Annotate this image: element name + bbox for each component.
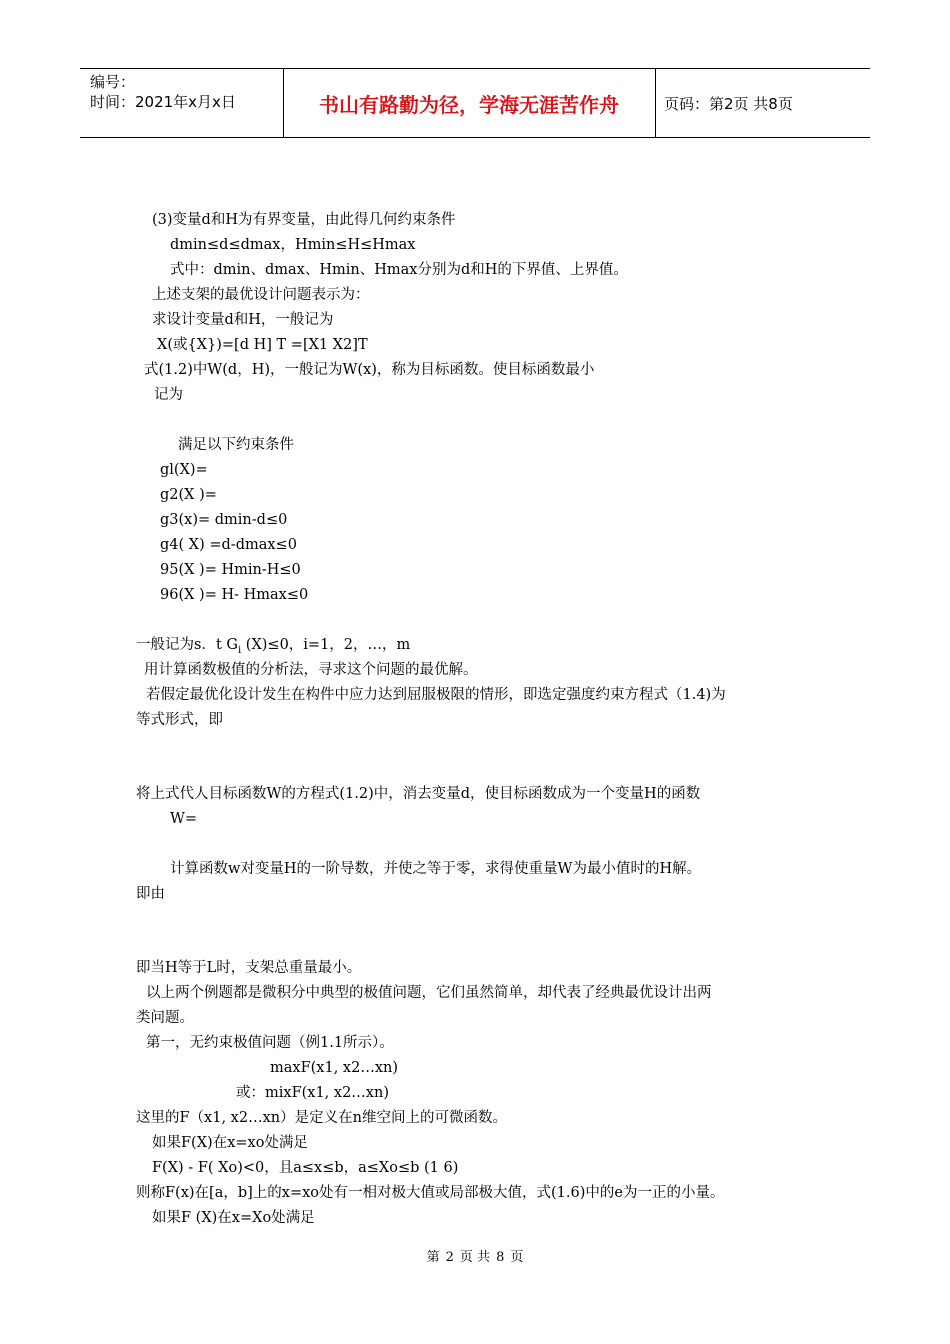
text-line: 式中：dmin、dmax、Hmin、Hmax分别为d和H的下界值、上界值。: [170, 262, 628, 278]
text-line: 上述支架的最优设计问题表示为：: [152, 287, 370, 303]
text-line: 则称F(x)在[a，b]上的x=xo处有一相对极大值或局部极大值，式(1.6)中的e为一正的小量。: [136, 1185, 725, 1201]
text-line: 这里的F（x1, x2…xn）是定义在n维空间上的可微函数。: [136, 1110, 507, 1126]
formula-line: 或：mixF(x1, x2…xn): [236, 1085, 389, 1101]
text-line: 即当H等于L时，支架总重量最小。: [136, 960, 362, 976]
constraint-formula: gl(X)=: [160, 462, 208, 478]
formula-line: maxF(x1, x2…xn): [270, 1060, 398, 1076]
text-line: 等式形式，即: [136, 712, 223, 728]
footer-page: 2: [445, 1250, 454, 1265]
constraint-summary: 一般记为s．t $G_i$ (X)≤0，i=1，2，…，m: [136, 637, 411, 656]
text-line: W=: [170, 811, 198, 827]
text-line: 用计算函数极值的分析法，寻求这个问题的最优解。: [144, 662, 478, 678]
header-motto: 书山有路勤为径，学海无涯苦作舟: [319, 93, 619, 117]
text-line: 若假定最优化设计发生在构件中应力达到屈服极限的情形，即选定强度约束方程式（1.4)为: [146, 687, 726, 703]
text-line: 满足以下约束条件: [178, 437, 294, 453]
text-line: 如果F (X)在x=Xo处满足: [152, 1210, 315, 1226]
header-meta: [90, 72, 236, 112]
header-divider: [655, 69, 656, 137]
text-line: 式(1.2)中W(d，H)，一般记为W(x)，称为目标函数。使目标函数最小: [144, 362, 595, 378]
text-line: (3)变量d和H为有界变量，由此得几何约束条件: [152, 212, 456, 228]
number-label: 编号：: [90, 73, 136, 91]
text-line: 第一，无约束极值问题（例1.1所示）。: [146, 1035, 394, 1051]
page-footer: 第 2 页 共 8 页: [426, 1250, 524, 1265]
constraint-formula: g3(x)= dmin-d≤0: [160, 512, 288, 528]
text-line: dmin≤d≤dmax，Hmin≤H≤Hmax: [170, 237, 416, 253]
text-line: 记为: [154, 387, 183, 403]
time-label: 时间：2021年x月x日: [90, 93, 236, 111]
constraint-formula: g2(X )=: [160, 487, 217, 503]
text-line: 求设计变量d和H，一般记为: [152, 312, 334, 328]
text-line: 将上式代人目标函数W的方程式(1.2)中，消去变量d，使目标函数成为一个变量H的函数: [136, 786, 701, 802]
text-line: 以上两个例题都是微积分中典型的极值问题，它们虽然简单，却代表了经典最优设计出两: [146, 985, 712, 1001]
constraint-formula: 95(X )= Hmin-H≤0: [160, 562, 301, 578]
header-page-number: 页码：第2页 共8页: [664, 95, 793, 113]
page-header: [80, 68, 870, 138]
text-line: 计算函数w对变量H的一阶导数，并使之等于零，求得使重量W为最小值时的H解。: [170, 861, 702, 877]
text-line: X(或{X})=[d H] T =[X1 X2]T: [157, 337, 368, 353]
text-line: 即由: [136, 886, 165, 902]
constraint-formula: g4( X) =d-dmax≤0: [160, 537, 297, 553]
text-line: 类问题。: [136, 1010, 194, 1026]
text-line: 如果F(X)在x=xo处满足: [152, 1135, 308, 1151]
footer-total: 8: [496, 1250, 505, 1265]
formula-line: F(X) - F( Xo)<0，且a≤x≤b，a≤Xo≤b (1 6): [152, 1160, 459, 1176]
constraint-formula: 96(X )= H- Hmax≤0: [160, 587, 309, 603]
